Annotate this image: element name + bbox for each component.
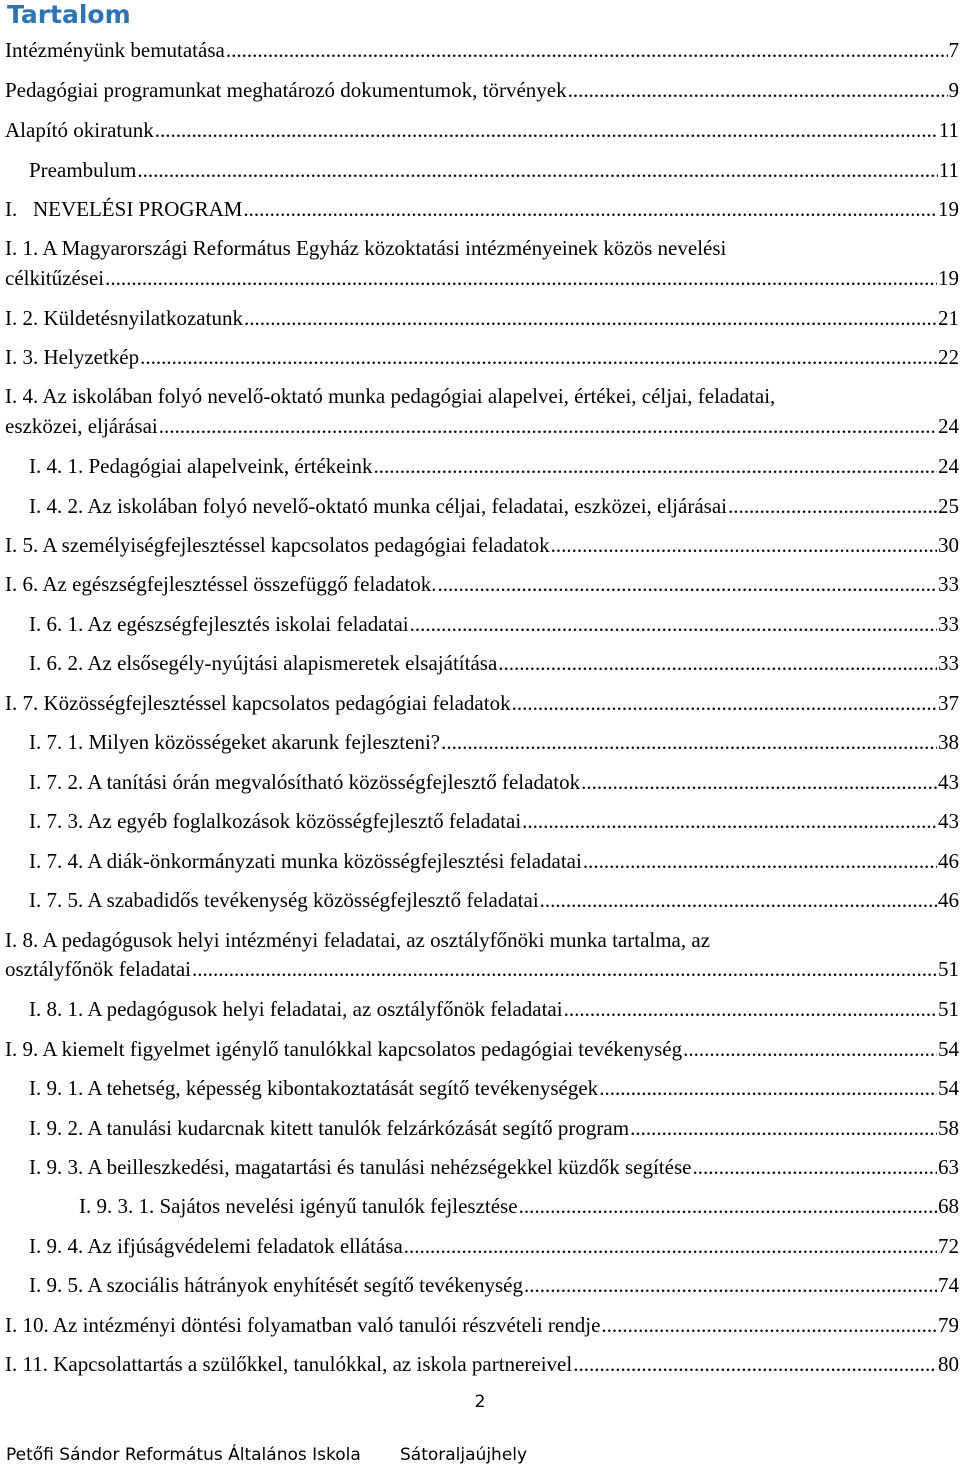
toc-entry[interactable] (29, 454, 959, 478)
toc-leader-dots (105, 266, 937, 290)
toc-entry-text: Preambulum (29, 158, 137, 182)
toc-entry[interactable] (29, 1273, 959, 1297)
toc-entry[interactable] (29, 809, 959, 833)
toc-entry[interactable] (79, 1194, 959, 1218)
toc-entry[interactable] (29, 770, 959, 794)
toc-entry[interactable] (5, 266, 959, 290)
toc-entry-text: I. 6. 1. Az egészségfejlesztés iskolai feladatai (29, 612, 409, 636)
toc-entry[interactable] (29, 1076, 959, 1100)
toc-leader-dots (226, 38, 948, 62)
toc-leader-dots (564, 997, 937, 1021)
toc-entry[interactable] (29, 1155, 959, 1179)
toc-leader-dots (522, 809, 937, 833)
toc-entry-text: I. 9. 2. A tanulási kudarcnak kitett tanulók felzárkózását segítő program (29, 1116, 630, 1140)
toc-entry-page: 38 (938, 730, 959, 754)
toc-entry-text: I. 9. 4. Az ifjúságvédelemi feladatok ellátása (29, 1234, 403, 1258)
footer-school-name: Petőfi Sándor Református Általános Iskola (6, 1445, 361, 1465)
toc-entry-text: I. 7. Közösségfejlesztéssel kapcsolatos pedagógiai feladatok (5, 691, 511, 715)
toc-entry[interactable] (29, 997, 959, 1021)
toc-entry-text-line1: I. 4. Az iskolában folyó nevelő-oktató munka pedagógiai alapelvei, értékei, céljai, feladatai, (5, 384, 776, 408)
toc-entry-text: I. 9. A kiemelt figyelmet igénylő tanulókkal kapcsolatos pedagógiai tevékenység (5, 1037, 683, 1061)
toc-entry-page: 19 (938, 197, 959, 221)
toc-entry[interactable] (5, 1313, 959, 1337)
toc-entry[interactable] (5, 572, 959, 596)
page-number: 2 (474, 1392, 486, 1412)
toc-entry-page: 74 (938, 1273, 959, 1297)
toc-entry[interactable] (5, 691, 959, 715)
toc-entry-text: I. 9. 3. 1. Sajátos nevelési igényű tanulók fejlesztése (79, 1194, 518, 1218)
toc-leader-dots (551, 533, 937, 557)
toc-entry-text: Pedagógiai programunkat meghatározó dokumentumok, törvények (5, 78, 567, 102)
toc-entry-page: 11 (938, 118, 959, 142)
toc-entry-text: I. 6. 2. Az elsősegély-nyújtási alapismeretek elsajátítása (29, 651, 498, 675)
toc-entry-page: 25 (938, 494, 959, 518)
toc-entry-page: 37 (938, 691, 959, 715)
toc-entry[interactable] (29, 1234, 959, 1258)
toc-leader-dots (243, 197, 937, 221)
toc-entry-text: osztályfőnök feladatai (5, 957, 192, 981)
footer-city: Sátoraljaújhely (400, 1445, 528, 1465)
toc-entry-page: 80 (938, 1352, 959, 1376)
toc-entry[interactable] (29, 612, 959, 636)
toc-entry-text: I. 9. 3. A beilleszkedési, magatartási és tanulási nehézségekkel küzdők segítése (29, 1155, 692, 1179)
toc-entry-page: 24 (938, 414, 959, 438)
toc-entry-text: I. 7. 4. A diák-önkormányzati munka közösségfejlesztési feladatai (29, 849, 582, 873)
toc-entry-text: eszközei, eljárásai (5, 414, 158, 438)
toc-entry-page: 33 (938, 612, 959, 636)
toc-entry-page: 46 (938, 888, 959, 912)
toc-entry-text: I. 5. A személyiségfejlesztéssel kapcsolatos pedagógiai feladatok (5, 533, 550, 557)
toc-leader-dots (601, 1313, 937, 1337)
toc-entry-page: 24 (938, 454, 959, 478)
toc-entry[interactable] (5, 78, 959, 102)
toc-entry-page: 54 (938, 1037, 959, 1061)
toc-entry[interactable] (5, 414, 959, 438)
toc-entry-page: 51 (938, 997, 959, 1021)
toc-leader-dots (599, 1076, 937, 1100)
toc-entry[interactable] (29, 1116, 959, 1140)
toc-entry-page: 51 (938, 957, 959, 981)
toc-entry-text: I. 4. 2. Az iskolában folyó nevelő-oktató munka céljai, feladatai, eszközei, eljárásai (29, 494, 727, 518)
toc-leader-dots (583, 849, 937, 873)
toc-entry-text: I. NEVELÉSI PROGRAM (5, 197, 243, 221)
toc-entry[interactable] (29, 888, 959, 912)
toc-entry-page: 46 (938, 849, 959, 873)
toc-entry[interactable] (5, 1037, 959, 1061)
toc-entry-page: 22 (938, 345, 959, 369)
toc-entry-page: 7 (948, 38, 959, 62)
toc-entry-text-line1: I. 8. A pedagógusok helyi intézményi feladatai, az osztályfőnöki munka tartalma, az (5, 928, 711, 952)
toc-leader-dots (438, 572, 937, 596)
toc-entry[interactable] (29, 730, 959, 754)
toc-entry-text: I. 10. Az intézményi döntési folyamatban való tanulói részvételi rendje (5, 1313, 601, 1337)
toc-entry[interactable] (29, 849, 959, 873)
toc-leader-dots (441, 730, 937, 754)
toc-leader-dots (137, 158, 937, 182)
toc-leader-dots (692, 1155, 937, 1179)
toc-leader-dots (524, 1273, 937, 1297)
toc-leader-dots (404, 1234, 937, 1258)
toc-leader-dots (159, 414, 937, 438)
toc-entry-page: 43 (938, 809, 959, 833)
toc-entry-text: I. 7. 2. A tanítási órán megvalósítható közösségfejlesztő feladatok (29, 770, 581, 794)
toc-leader-dots (155, 118, 938, 142)
toc-entry[interactable] (5, 533, 959, 557)
toc-leader-dots (581, 770, 937, 794)
toc-entry-text: I. 3. Helyzetkép (5, 345, 140, 369)
toc-entry[interactable] (5, 38, 959, 62)
toc-entry-page: 79 (938, 1313, 959, 1337)
toc-entry-page: 30 (938, 533, 959, 557)
toc-leader-dots (540, 888, 937, 912)
toc-entry-page: 58 (938, 1116, 959, 1140)
toc-entry[interactable] (5, 345, 959, 369)
toc-entry[interactable] (29, 494, 959, 518)
toc-leader-dots (410, 612, 937, 636)
toc-entry-text: I. 7. 5. A szabadidős tevékenység közösségfejlesztő feladatai (29, 888, 539, 912)
toc-entry-text: I. 9. 5. A szociális hátrányok enyhítését segítő tevékenység (29, 1273, 523, 1297)
toc-leader-dots (140, 345, 937, 369)
toc-leader-dots (512, 691, 937, 715)
toc-entry[interactable] (5, 118, 959, 142)
toc-leader-dots (630, 1116, 937, 1140)
toc-leader-dots (192, 957, 937, 981)
toc-entry-page: 72 (938, 1234, 959, 1258)
toc-entry-text: I. 9. 1. A tehetség, képesség kibontakoztatását segítő tevékenységek (29, 1076, 599, 1100)
toc-leader-dots (573, 1352, 937, 1376)
toc-leader-dots (498, 651, 937, 675)
toc-entry[interactable] (5, 957, 959, 981)
toc-entry-text: I. 7. 3. Az egyéb foglalkozások közösségfejlesztő feladatai (29, 809, 522, 833)
toc-entry-page: 19 (938, 266, 959, 290)
toc-entry-text: I. 2. Küldetésnyilatkozatunk (5, 306, 243, 330)
toc-entry-page: 43 (938, 770, 959, 794)
toc-entry-page: 63 (938, 1155, 959, 1179)
toc-entry-page: 11 (938, 158, 959, 182)
toc-entry-text: I. 4. 1. Pedagógiai alapelveink, értékeink (29, 454, 373, 478)
toc-leader-dots (373, 454, 937, 478)
toc-entry-text: I. 6. Az egészségfejlesztéssel összefüggő feladatok. (5, 572, 437, 596)
toc-entry-text: Alapító okiratunk (5, 118, 154, 142)
toc-entry-page: 9 (948, 78, 959, 102)
toc-entry[interactable] (5, 306, 959, 330)
toc-entry-page: 33 (938, 651, 959, 675)
toc-entry-page: 68 (938, 1194, 959, 1218)
toc-leader-dots (728, 494, 937, 518)
toc-entry-page: 21 (938, 306, 959, 330)
toc-leader-dots (568, 78, 948, 102)
toc-entry-text: I. 8. 1. A pedagógusok helyi feladatai, az osztályfőnök feladatai (29, 997, 563, 1021)
toc-entry[interactable] (29, 651, 959, 675)
toc-leader-dots (519, 1194, 937, 1218)
toc-entry-page: 33 (938, 572, 959, 596)
toc-entry[interactable] (5, 197, 959, 221)
toc-entry[interactable] (5, 1352, 959, 1376)
toc-leader-dots (683, 1037, 937, 1061)
toc-entry-text: I. 11. Kapcsolattartás a szülőkkel, tanulókkal, az iskola partnereivel (5, 1352, 573, 1376)
toc-leader-dots (244, 306, 937, 330)
toc-entry-text: I. 7. 1. Milyen közösségeket akarunk fejleszteni? (29, 730, 441, 754)
toc-entry-text-line1: I. 1. A Magyarországi Református Egyház közoktatási intézményeinek közös nevelési (5, 236, 727, 260)
toc-entry-text: célkitűzései (5, 266, 105, 290)
toc-entry-text: Intézményünk bemutatása (5, 38, 225, 62)
toc-entry[interactable] (29, 158, 959, 182)
toc-entry-page: 54 (938, 1076, 959, 1100)
toc-title: Tartalom (7, 0, 131, 29)
